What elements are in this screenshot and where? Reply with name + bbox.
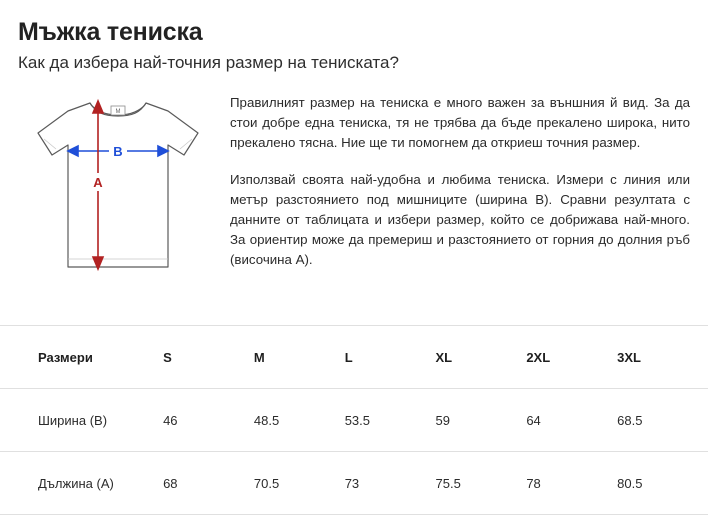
table-row — [0, 389, 708, 452]
page-subtitle: Как да избера най-точния размер на тениската? — [18, 53, 399, 72]
table-cell: 80.5 — [617, 475, 643, 491]
tshirt-diagram — [18, 89, 218, 279]
table-header-cell: M — [253, 349, 265, 365]
paragraph-2: Използвай своята най-удобна и любима тениска. Измери с линия или метър разстоянието под мишниците (ширина В). Сравни резултата с данните от таблицата и избери размер, който се добрижава най-много. За ориентир може да премериш и разстоянието от горния до долния ръб (височина А). — [230, 171, 690, 268]
table-row — [0, 452, 708, 515]
table-cell: 70.5 — [253, 475, 280, 491]
row-label: Ширина (B) — [38, 412, 108, 428]
paragraph-1: Правилният размер на тениска е много важен за външния й вид. За да стои добре една тениска, тя не трябва да бъде прекалено широка, нито прекалено тясна. Ние ще ти помогнем да откриеш точния размер. — [230, 95, 690, 151]
description-text — [230, 89, 690, 271]
page-title: Мъжка тениска — [18, 18, 203, 46]
size-table — [0, 325, 708, 515]
table-header-cell: L — [344, 349, 353, 365]
height-label-a: A — [93, 175, 103, 190]
table-cell: 68.5 — [617, 412, 643, 428]
shirt-tag-label: M — [115, 109, 121, 115]
table-cell: 68 — [163, 475, 178, 491]
table-header-cell: S — [163, 349, 172, 365]
table-header-cell: 3XL — [617, 349, 641, 365]
width-label-b: B — [113, 144, 123, 159]
table-header-cell: 2XL — [526, 349, 551, 365]
table-header-row — [0, 326, 708, 389]
table-cell: 48.5 — [253, 412, 280, 428]
table-cell: 64 — [526, 412, 541, 428]
table-cell: 53.5 — [344, 412, 370, 428]
table-cell: 46 — [163, 412, 178, 428]
table-header-cell: XL — [435, 349, 453, 365]
table-cell: 75.5 — [435, 475, 461, 491]
table-cell: 59 — [435, 412, 450, 428]
table-cell: 73 — [344, 475, 360, 491]
page-header — [0, 0, 708, 73]
table-header-cell: Размери — [38, 349, 93, 365]
row-label: Дължина (A) — [38, 475, 114, 491]
content-area — [0, 73, 708, 279]
table-cell: 78 — [526, 475, 541, 491]
